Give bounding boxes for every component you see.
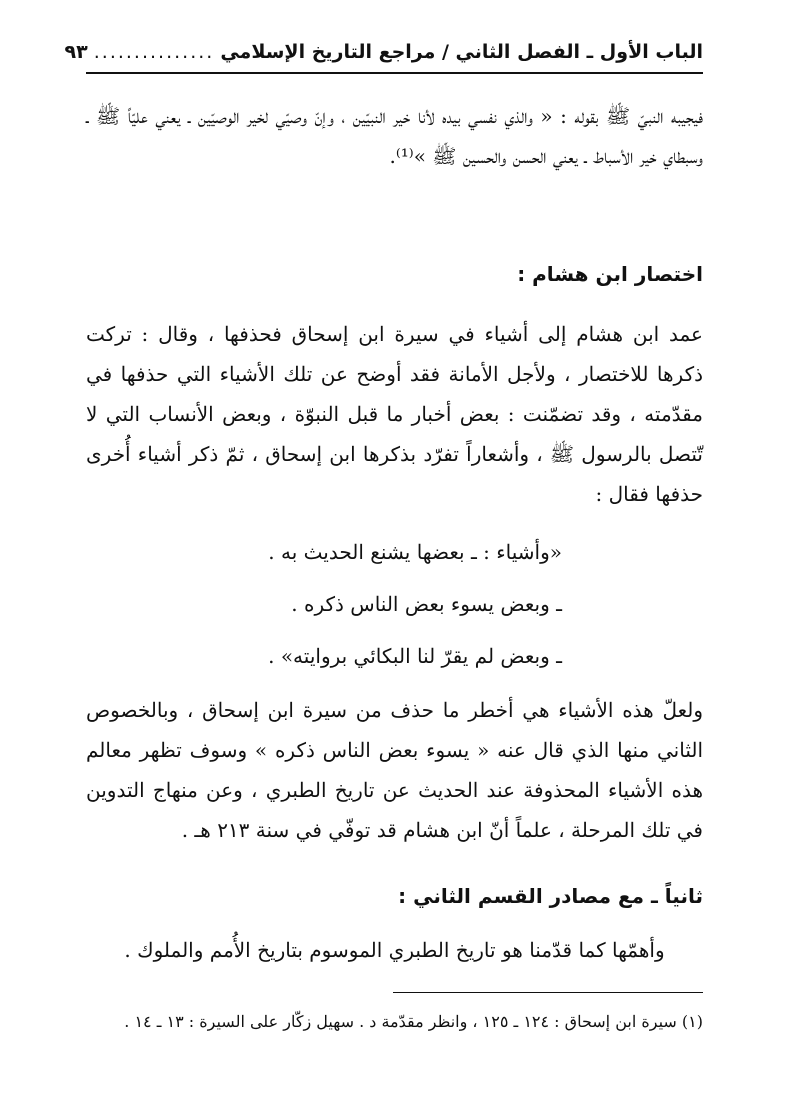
section-heading-second: ثانياً ـ مع مصادر القسم الثاني : — [398, 884, 703, 908]
quote-line: ـ وبعض يسوء بعض الناس ذكره . — [291, 592, 562, 616]
second-section-line: وأهمّها كما قدّمنا هو تاريخ الطبري الموسوم بتاريخ الأُمم والملوك . — [124, 938, 665, 962]
chapter-title: الباب الأول ـ الفصل الثاني / مراجع التاريخ الإسلامي — [220, 41, 703, 63]
leader-dots: ............... — [93, 41, 215, 63]
analysis-paragraph: ولعلّ هذه الأشياء هي أخطر ما حذف من سيرة ابن إسحاق ، وبالخصوص الثاني منها الذي قال عنه « يسوء بعض الناس ذكره » وسوف تظهر معالم هذه الأشياء المحذوفة عند الحديث عن تاريخ الطبري ، وعن منهاج التدوين في تلك المرحلة ، علماً أنّ ابن هشام قد توفّي في سنة ٢١٣ هـ . — [86, 698, 703, 842]
quote-line: ـ وبعض لم يقرّ لنا البكائي بروايته» . — [268, 644, 562, 668]
quote-line: «وأشياء : ـ بعضها يشنع الحديث به . — [268, 540, 562, 564]
section-heading-ibn-hisham: اختصار ابن هشام : — [517, 262, 703, 286]
footnote-rule — [393, 992, 703, 993]
ibn-hisham-paragraph: عمد ابن هشام إلى أشياء في سيرة ابن إسحاق فحذفها ، وقال : تركت ذكرها للاختصار ، ولأجل الأمانة فقد أوضح عن تلك الأشياء التي حذفها في مقدّمته ، وقد تضمّنت : بعض أخبار ما قبل النبوّة ، وبعض الأنساب التي لا تّتصل بالرسول ﷺ ، وأشعاراً تفرّد بذكرها ابن إسحاق ، ثمّ ذكر أشياء أُخرى حذفها فقال : — [86, 322, 703, 506]
running-header — [64, 32, 703, 74]
intro-paragraph: فيجيبه النبيّ ﷺ بقوله : « والذي نفسي بيده لأنا خير النبيّين ، وإنّ وصيّي لخير الوصيّين ـ يعني عليّاً ﷺ ـ وسبطاي خير الأسباط ـ يعني الحسن والحسين ﷺ »⁽¹⁾. — [86, 104, 703, 168]
page-number: ٩٣ — [64, 41, 88, 63]
footnote: (١) سيرة ابن إسحاق : ١٢٤ ـ ١٢٥ ، وانظر مقدّمة د . سهيل زكّار على السيرة : ١٣ ـ ١٤ . — [124, 1012, 703, 1031]
